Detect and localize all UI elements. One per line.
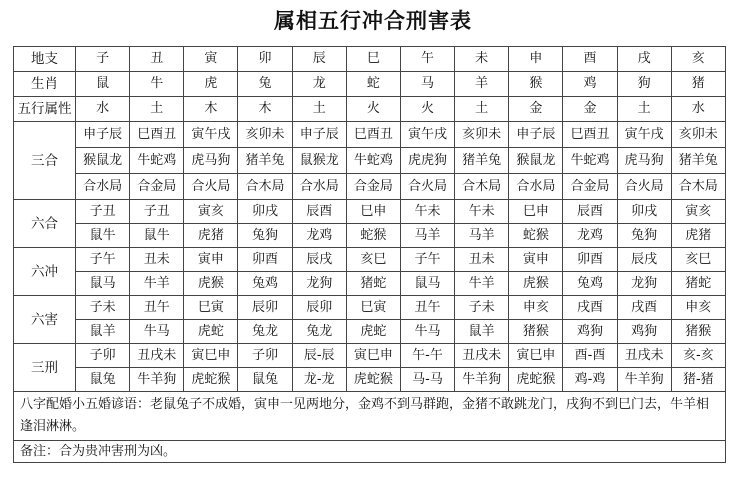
table-cell: 合木局 (671, 174, 725, 200)
table-cell: 虎猪 (671, 224, 725, 248)
table-cell: 合金局 (130, 174, 184, 200)
table-cell: 牛羊狗 (130, 368, 184, 392)
table-cell: 戌酉 (617, 296, 671, 320)
table-cell: 巳申 (509, 200, 563, 224)
table-cell: 龙鸡 (563, 224, 617, 248)
table-cell: 戌酉 (563, 296, 617, 320)
table-row (14, 272, 726, 296)
table-cell: 亥巳 (671, 248, 725, 272)
table-cell: 午-午 (400, 344, 454, 368)
table-cell: 子未 (455, 296, 509, 320)
table-cell: 寅午戌 (184, 122, 238, 148)
table-cell: 猪猴 (671, 320, 725, 344)
table-cell: 寅申 (184, 248, 238, 272)
table-cell: 辰 (292, 47, 346, 72)
table-cell: 兔鸡 (238, 272, 292, 296)
table-cell: 狗 (617, 72, 671, 97)
table-cell: 猪猴 (509, 320, 563, 344)
table-cell: 辰戌 (617, 248, 671, 272)
table-cell: 亥卯未 (238, 122, 292, 148)
table-cell: 合木局 (455, 174, 509, 200)
table-cell: 猴鼠龙 (76, 148, 130, 174)
table-cell: 子午 (400, 248, 454, 272)
table-cell: 鸡狗 (617, 320, 671, 344)
table-cell: 鸡 (563, 72, 617, 97)
table-cell: 蛇猴 (509, 224, 563, 248)
table-cell: 鸡狗 (563, 320, 617, 344)
table-row (14, 368, 726, 392)
header-row (14, 72, 726, 97)
table-cell: 辰酉 (563, 200, 617, 224)
table-cell: 申 (509, 47, 563, 72)
table-cell: 牛羊狗 (617, 368, 671, 392)
table-cell: 虎猴 (184, 272, 238, 296)
table-cell: 申子辰 (292, 122, 346, 148)
table-cell: 猪羊兔 (671, 148, 725, 174)
table-cell: 猪羊兔 (455, 148, 509, 174)
table-row (14, 248, 726, 272)
table-cell: 虎虎狗 (400, 148, 454, 174)
table-cell: 虎马狗 (184, 148, 238, 174)
table-cell: 牛羊狗 (455, 368, 509, 392)
row-label: 五行属性 (14, 97, 76, 122)
table-cell: 酉-酉 (563, 344, 617, 368)
table-cell: 亥-亥 (671, 344, 725, 368)
table-cell: 辰-辰 (292, 344, 346, 368)
table-cell: 猴 (509, 72, 563, 97)
table-cell: 龙 (292, 72, 346, 97)
group-label: 六害 (14, 296, 76, 344)
table-cell: 辰酉 (292, 200, 346, 224)
table-cell: 虎蛇猴 (184, 368, 238, 392)
group-label: 六合 (14, 200, 76, 248)
table-cell: 巳酉丑 (346, 122, 400, 148)
table-cell: 木 (184, 97, 238, 122)
table-cell: 虎猴 (509, 272, 563, 296)
note-row (14, 441, 726, 463)
table-cell: 合火局 (617, 174, 671, 200)
table-cell: 牛蛇鸡 (130, 148, 184, 174)
table-cell: 鼠马 (400, 272, 454, 296)
table-cell: 巳酉丑 (130, 122, 184, 148)
table-cell: 丑未 (455, 248, 509, 272)
table-cell: 水 (671, 97, 725, 122)
table-cell: 鼠马 (76, 272, 130, 296)
table-cell: 子卯 (76, 344, 130, 368)
table-cell: 丑戌未 (130, 344, 184, 368)
table-cell: 丑戌未 (617, 344, 671, 368)
table-cell: 寅巳申 (346, 344, 400, 368)
table-cell: 申亥 (671, 296, 725, 320)
table-cell: 戌 (617, 47, 671, 72)
table-row (14, 148, 726, 174)
table-cell: 鼠 (76, 72, 130, 97)
saying-row (14, 392, 726, 441)
table-cell: 午 (400, 47, 454, 72)
table-cell: 兔狗 (617, 224, 671, 248)
table-cell: 丑午 (400, 296, 454, 320)
table-cell: 羊 (455, 72, 509, 97)
table-cell: 亥卯未 (671, 122, 725, 148)
table-cell: 亥卯未 (455, 122, 509, 148)
table-cell: 虎蛇 (346, 320, 400, 344)
table-cell: 牛马 (130, 320, 184, 344)
table-cell: 巳 (346, 47, 400, 72)
table-cell: 虎 (184, 72, 238, 97)
table-cell: 丑午 (130, 296, 184, 320)
table-cell: 寅巳申 (184, 344, 238, 368)
table-cell: 牛 (130, 72, 184, 97)
table-cell: 木 (238, 97, 292, 122)
table-cell: 鼠猴龙 (292, 148, 346, 174)
table-cell: 卯酉 (563, 248, 617, 272)
table-cell: 蛇猴 (346, 224, 400, 248)
table-cell: 合火局 (400, 174, 454, 200)
table-cell: 猴鼠龙 (509, 148, 563, 174)
header-row (14, 97, 726, 122)
table-cell: 土 (130, 97, 184, 122)
table-cell: 合火局 (184, 174, 238, 200)
table-cell: 牛蛇鸡 (346, 148, 400, 174)
table-cell: 卯戌 (617, 200, 671, 224)
table-cell: 金 (563, 97, 617, 122)
table-cell: 虎马狗 (617, 148, 671, 174)
table-cell: 寅申 (509, 248, 563, 272)
group-label: 三合 (14, 122, 76, 200)
table-cell: 兔鸡 (563, 272, 617, 296)
group-label: 六冲 (14, 248, 76, 296)
table-cell: 虎猪 (184, 224, 238, 248)
table-cell: 马-马 (400, 368, 454, 392)
table-cell: 午未 (455, 200, 509, 224)
table-cell: 兔狗 (238, 224, 292, 248)
table-cell: 猪蛇 (671, 272, 725, 296)
table-cell: 子丑 (130, 200, 184, 224)
table-cell: 子未 (76, 296, 130, 320)
row-label: 生肖 (14, 72, 76, 97)
table-cell: 虎蛇猴 (509, 368, 563, 392)
table-cell: 寅 (184, 47, 238, 72)
table-cell: 龙狗 (292, 272, 346, 296)
table-cell: 兔龙 (238, 320, 292, 344)
table-cell: 鸡-鸡 (563, 368, 617, 392)
table-cell: 牛蛇鸡 (563, 148, 617, 174)
table-cell: 合金局 (563, 174, 617, 200)
table-cell: 丑 (130, 47, 184, 72)
table-cell: 马 (400, 72, 454, 97)
table-cell: 巳寅 (184, 296, 238, 320)
table-cell: 牛羊 (130, 272, 184, 296)
table-row (14, 200, 726, 224)
table-cell: 寅巳申 (509, 344, 563, 368)
table-cell: 亥 (671, 47, 725, 72)
table-cell: 牛羊 (455, 272, 509, 296)
table-cell: 土 (292, 97, 346, 122)
table-cell: 兔龙 (292, 320, 346, 344)
table-title: 属相五行冲合刑害表 (274, 8, 472, 33)
table-cell: 寅亥 (184, 200, 238, 224)
table-cell: 龙-龙 (292, 368, 346, 392)
table-cell: 子午 (76, 248, 130, 272)
table-cell: 土 (617, 97, 671, 122)
table-cell: 巳酉丑 (563, 122, 617, 148)
table-cell: 兔 (238, 72, 292, 97)
table-row (14, 224, 726, 248)
table-row (14, 174, 726, 200)
note-text: 备注：合为贵冲害刑为凶。 (14, 441, 726, 463)
table-cell: 酉 (563, 47, 617, 72)
table-cell: 合水局 (292, 174, 346, 200)
table-cell: 鼠兔 (238, 368, 292, 392)
table-cell: 马羊 (400, 224, 454, 248)
table-cell: 子丑 (76, 200, 130, 224)
table-cell: 蛇 (346, 72, 400, 97)
table-cell: 龙狗 (617, 272, 671, 296)
table-row (14, 296, 726, 320)
table-row (14, 320, 726, 344)
header-row (14, 47, 726, 72)
table-cell: 辰戌 (292, 248, 346, 272)
table-cell: 鼠羊 (455, 320, 509, 344)
table-cell: 亥巳 (346, 248, 400, 272)
table-cell: 龙鸡 (292, 224, 346, 248)
table-cell: 未 (455, 47, 509, 72)
table-cell: 鼠牛 (76, 224, 130, 248)
table-cell: 鼠羊 (76, 320, 130, 344)
table-cell: 鼠兔 (76, 368, 130, 392)
table-cell: 火 (400, 97, 454, 122)
table-cell: 寅亥 (671, 200, 725, 224)
table-cell: 牛马 (400, 320, 454, 344)
table-cell: 午未 (400, 200, 454, 224)
table-cell: 申子辰 (76, 122, 130, 148)
table-cell: 猪蛇 (346, 272, 400, 296)
table-cell: 申亥 (509, 296, 563, 320)
table-cell: 虎蛇猴 (346, 368, 400, 392)
table-cell: 猪 (671, 72, 725, 97)
table-cell: 猪-猪 (671, 368, 725, 392)
zodiac-table (13, 46, 726, 463)
table-cell: 水 (76, 97, 130, 122)
table-cell: 合金局 (346, 174, 400, 200)
table-cell: 辰卯 (292, 296, 346, 320)
table-cell: 子 (76, 47, 130, 72)
table-cell: 丑未 (130, 248, 184, 272)
table-cell: 虎蛇 (184, 320, 238, 344)
table-cell: 猪羊兔 (238, 148, 292, 174)
marriage-saying: 八字配婚小五婚谚语：老鼠兔子不成婚，寅申一见两地分，金鸡不到马群跑，金猪不敢跳龙门，戌狗不到巳门去，牛羊相逢泪淋淋。 (14, 392, 726, 441)
table-cell: 鼠牛 (130, 224, 184, 248)
table-cell: 卯戌 (238, 200, 292, 224)
table-cell: 子卯 (238, 344, 292, 368)
table-cell: 辰卯 (238, 296, 292, 320)
table-cell: 合水局 (76, 174, 130, 200)
table-cell: 巳寅 (346, 296, 400, 320)
table-row (14, 344, 726, 368)
row-label: 地支 (14, 47, 76, 72)
table-cell: 金 (509, 97, 563, 122)
table-cell: 合木局 (238, 174, 292, 200)
table-row (14, 122, 726, 148)
table-cell: 合水局 (509, 174, 563, 200)
table-cell: 寅午戌 (617, 122, 671, 148)
table-cell: 巳申 (346, 200, 400, 224)
table-cell: 马羊 (455, 224, 509, 248)
table-cell: 丑戌未 (455, 344, 509, 368)
table-cell: 寅午戌 (400, 122, 454, 148)
table-cell: 申子辰 (509, 122, 563, 148)
table-cell: 火 (346, 97, 400, 122)
group-label: 三刑 (14, 344, 76, 392)
table-cell: 卯 (238, 47, 292, 72)
table-cell: 土 (455, 97, 509, 122)
table-cell: 卯酉 (238, 248, 292, 272)
